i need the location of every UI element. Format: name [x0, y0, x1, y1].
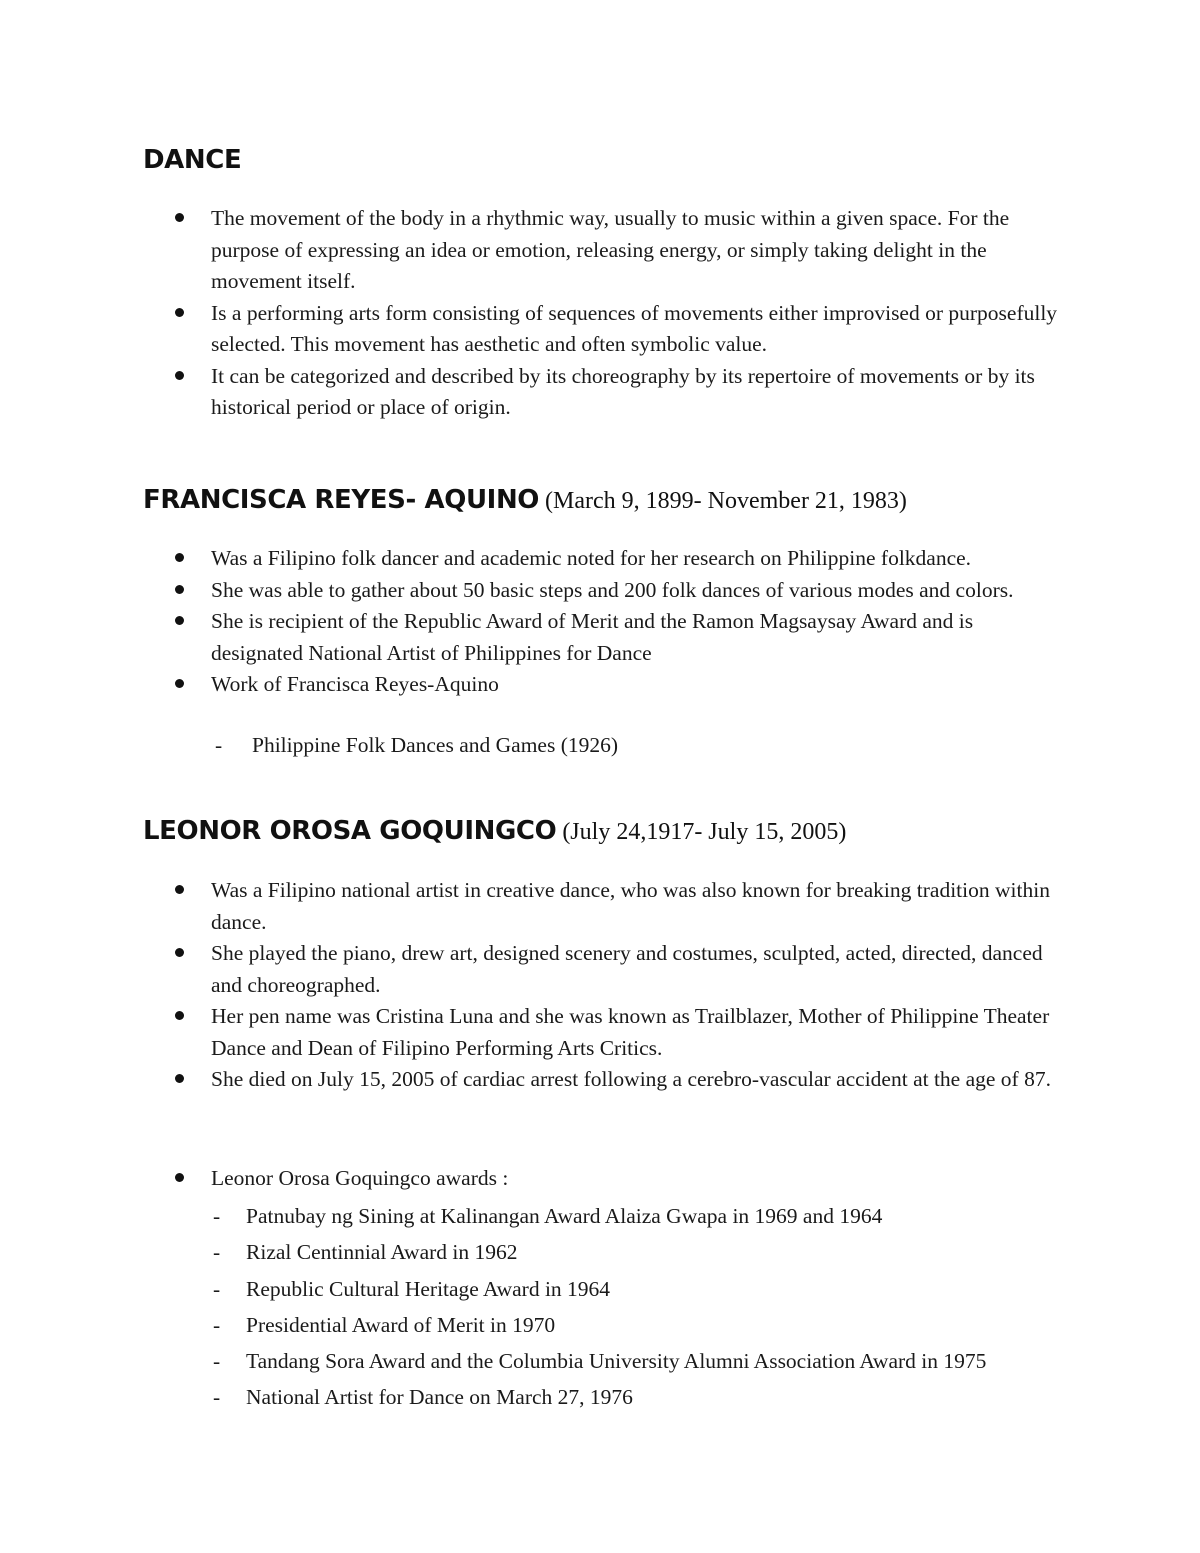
dash-icon: -	[213, 1349, 221, 1374]
dash-icon: -	[215, 733, 223, 757]
francisca-bullet-list	[0, 543, 1066, 701]
bullet-icon	[175, 679, 184, 688]
bullet-icon	[175, 1173, 184, 1182]
dash-icon: -	[213, 1385, 221, 1410]
list-item	[0, 1001, 1066, 1064]
bullet-icon	[175, 948, 184, 957]
list-item	[0, 606, 1066, 669]
list-item	[0, 1163, 1066, 1195]
bullet-icon	[175, 308, 184, 317]
leonor-name: LEONOR OROSA GOQUINGCO	[143, 816, 557, 846]
list-item	[0, 298, 1066, 361]
sub-list-item	[0, 1271, 986, 1307]
sub-list-item-text: National Artist for Dance on March 27, 1976	[246, 1385, 633, 1410]
list-item-text: She was able to gather about 50 basic steps and 200 folk dances of various modes and colors.	[211, 577, 1014, 602]
list-item	[0, 669, 1066, 701]
list-item-text: Leonor Orosa Goquingco awards :	[211, 1166, 509, 1190]
leonor-bullet-list	[0, 875, 1066, 1096]
sub-list-item-text: Patnubay ng Sining at Kalinangan Award Alaiza Gwapa in 1969 and 1964	[246, 1204, 883, 1228]
list-item	[0, 1064, 1066, 1096]
bullet-icon	[175, 213, 184, 222]
list-item	[0, 875, 1066, 938]
dance-title: DANCE	[143, 145, 242, 175]
dance-heading	[143, 145, 241, 175]
list-item-text: Work of Francisca Reyes-Aquino	[211, 672, 499, 696]
francisca-heading	[143, 485, 907, 515]
bullet-icon	[175, 885, 184, 894]
bullet-icon	[175, 553, 184, 562]
sub-list-item-text: Philippine Folk Dances and Games (1926)	[252, 733, 619, 757]
list-item	[0, 543, 1066, 575]
leonor-heading	[143, 816, 846, 846]
francisca-works-list	[0, 730, 618, 762]
bullet-icon	[175, 371, 184, 380]
dash-icon: -	[213, 1204, 221, 1228]
sub-list-item-text: Tandang Sora Award and the Columbia University Alumni Association Award in 1975	[246, 1349, 987, 1374]
bullet-icon	[175, 1011, 184, 1020]
list-item-text: Was a Filipino national artist in creative dance, who was also known for breaking tradition within dance.	[211, 878, 1050, 934]
sub-list-item	[0, 1234, 986, 1270]
list-item	[0, 938, 1066, 1001]
sub-list-item	[0, 1379, 986, 1415]
dash-icon: -	[213, 1240, 221, 1265]
sub-list-item-text: Republic Cultural Heritage Award in 1964	[246, 1276, 611, 1301]
sub-list-item	[0, 1198, 986, 1234]
bullet-icon	[175, 616, 184, 625]
list-item-text: She is recipient of the Republic Award of Merit and the Ramon Magsaysay Award and is designated National Artist of Philippines for Dance	[211, 609, 974, 665]
sub-list-item	[0, 1343, 986, 1379]
dash-icon: -	[213, 1276, 221, 1301]
bullet-icon	[175, 585, 184, 594]
list-item-text: It can be categorized and described by its choreography by its repertoire of movements or by its historical period or place of origin.	[211, 363, 1035, 419]
sub-list-item	[0, 730, 618, 762]
dash-icon: -	[213, 1312, 221, 1337]
sub-list-item-text: Rizal Centinnial Award in 1962	[246, 1240, 518, 1265]
list-item-text: She died on July 15, 2005 of cardiac arrest following a cerebro-vascular accident at the age of 87.	[211, 1067, 1051, 1091]
leonor-awards-list	[0, 1198, 986, 1416]
list-item-text: Is a performing arts form consisting of sequences of movements either improvised or purposefully selected. This movement has aesthetic and often symbolic value.	[211, 300, 1058, 356]
leonor-awards-bullet	[0, 1163, 1066, 1195]
francisca-dates: (March 9, 1899- November 21, 1983)	[545, 488, 907, 514]
list-item-text: Her pen name was Cristina Luna and she was known as Trailblazer, Mother of Philippine Theater Dance and Dean of Filipino Performing Arts Critics.	[211, 1004, 1050, 1060]
sub-list-item-text: Presidential Award of Merit in 1970	[246, 1312, 556, 1337]
leonor-dates: (July 24,1917- July 15, 2005)	[562, 819, 847, 845]
sub-list-item	[0, 1307, 986, 1343]
list-item	[0, 203, 1066, 298]
francisca-name: FRANCISCA REYES- AQUINO	[143, 485, 540, 515]
dance-bullet-list	[0, 203, 1066, 424]
list-item-text: Was a Filipino folk dancer and academic noted for her research on Philippine folkdance.	[211, 546, 972, 570]
list-item-text: She played the piano, drew art, designed scenery and costumes, sculpted, acted, directed, danced and choreographed.	[211, 941, 1043, 997]
bullet-icon	[175, 1074, 184, 1083]
list-item-text: The movement of the body in a rhythmic way, usually to music within a given space. For the purpose of expressing an idea or emotion, releasing energy, or simply taking delight in the movement itself.	[211, 206, 1010, 293]
list-item	[0, 575, 1066, 607]
list-item	[0, 361, 1066, 424]
